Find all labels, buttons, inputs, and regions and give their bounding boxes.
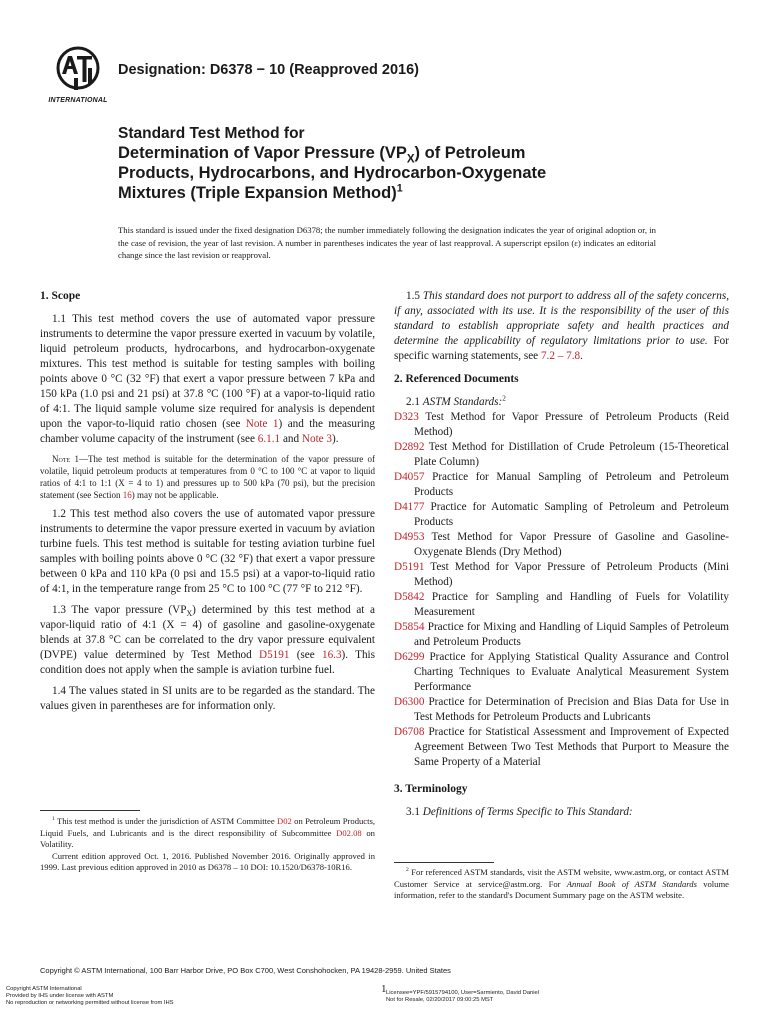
- reference-item: D4177 Practice for Automatic Sampling of Petroleum and Petroleum Products: [394, 501, 730, 528]
- footnote-divider-right: [394, 862, 494, 863]
- reference-code-link[interactable]: D5854: [394, 621, 425, 633]
- license-right-line-1: Licensee=YPF/5915794100, User=Sarmiento, David Daniel: [386, 990, 540, 996]
- logo-label: INTERNATIONAL: [48, 97, 108, 104]
- terminology-heading: 3. Terminology: [394, 783, 468, 795]
- d5191-link[interactable]: D5191: [258, 649, 290, 661]
- reference-code-link[interactable]: D4177: [394, 501, 425, 513]
- license-left-line-2: Provided by IHS under license with ASTM: [6, 993, 114, 999]
- section-16-3-link[interactable]: 16.3: [321, 649, 342, 661]
- reference-item: D5191 Test Method for Vapor Pressure of Petroleum Products (Mini Method): [394, 561, 729, 588]
- reference-code-link[interactable]: D5191: [394, 561, 425, 573]
- section-7-2-link[interactable]: 7.2 – 7.8: [540, 350, 581, 362]
- scope-heading: 1. Scope: [40, 290, 81, 302]
- reference-item: D6300 Practice for Determination of Precision and Bias Data for Use in Test Methods for Petroleum Products and Lubricants: [394, 696, 730, 723]
- paragraph-1-2: 1.2 This test method also covers the use of automated vapor pressure instruments to determine the vapor pressure exerted in vacuum by aviation turbine fuels. This test method is suitable for testing aviation turbine fuel samples with boiling points above 0 °C (32 °F) that exert a vapor pressure between 0 kPa and 110 kPa (0 psi and 15.5 psi) at a vapor-to-liquid ratio of 4:1, in the temperature range from 25 °C to 100 °C (77 °F to 212 °F).: [40, 508, 375, 595]
- reference-code-link[interactable]: D5842: [394, 591, 425, 603]
- reference-item: D6708 Practice for Statistical Assessment and Improvement of Expected Agreement Between Two Test Methods that Purport to Measure the Same Property of a Material: [394, 726, 730, 768]
- license-right-line-2: Not for Resale, 02/20/2017 09:00:25 MST: [386, 997, 494, 1003]
- astm-standards-subheading: 2.1 ASTM Standards:$^2$: [406, 394, 506, 408]
- subcommittee-d02-08-link[interactable]: D02.08: [336, 827, 362, 838]
- footnote-1-text: $^1$ This test method is under the jurisdiction of ASTM Committee D02 on Petroleum Products, Liquid Fuels, and Lubricants and is the direct responsibility of Subcommittee D02.08 on Volatility.: [40, 816, 375, 849]
- committee-d02-link[interactable]: D02: [277, 816, 292, 826]
- reference-code-link[interactable]: D323: [394, 411, 419, 423]
- footnote-divider-left: [40, 810, 140, 811]
- reference-code-link[interactable]: D6300: [394, 696, 425, 708]
- paragraph-1-5: 1.5 This standard does not purport to address all of the safety concerns, if any, associated with its use. It is the responsibility of the user of this standard to establish appropriate safety and health practices and determine the applicability of regulatory limitations prior to use. For specific warning statements, see 7.2 – 7.8.: [394, 290, 730, 362]
- note-1-link[interactable]: Note 1: [245, 418, 279, 430]
- section-6-1-1-link[interactable]: 6.1.1: [257, 433, 281, 445]
- reference-item: D5842 Practice for Sampling and Handling of Fuels for Volatility Measurement: [394, 591, 729, 618]
- reference-item: D6299 Practice for Applying Statistical Quality Assurance and Control Charting Techniques to Evaluate Analytical Measurement System Performance: [394, 651, 730, 693]
- paragraph-1-3: 1.3 The vapor pressure $(VP_X)$ determined by this test method at a vapor-liquid ratio of 4:1 (X = 4) of gasoline and gasoline-oxygenate blends at 37.8 °C can be correlated to the dry vapor pressure equivalent (DVPE) value determined by Test Method D5191 (see 16.3). This condition does not apply when the sample is aviation turbine fuel.: [40, 604, 376, 676]
- reference-code-link[interactable]: D6708: [394, 726, 425, 738]
- intro-paragraph: This standard is issued under the fixed designation D6378; the number immediately following the designation indicates the year of original adoption or, in the case of revision, the year of last revision. A number in parentheses indicates the year of last reapproval. A superscript epsilon (ε) indicates an editorial change since the last revision or reapproval.: [118, 225, 656, 261]
- reference-item: D323 Test Method for Vapor Pressure of Petroleum Products (Reid Method): [394, 411, 729, 438]
- note-1: Note 1—The test method is suitable for the determination of the vapor pressure of volatile, liquid petroleum products at temperatures from 0 °C to 100 °C at vapor to liquid ratios of 4:1 to 1:1 (X = 4 to 1) and pressures up to 500 kPa (70 psi), but the precision statement (see Section 16) may not be applicable.: [40, 454, 375, 500]
- license-left-line-1: Copyright ASTM International: [6, 986, 82, 992]
- title-line-1: Standard Test Method for: [118, 125, 305, 142]
- reference-item: D4953 Test Method for Vapor Pressure of Gasoline and Gasoline-Oxygenate Blends (Dry Method): [394, 531, 729, 558]
- reference-code-link[interactable]: D6299: [394, 651, 425, 663]
- footnote-2: [394, 867, 729, 902]
- footnote-1-edition: Current edition approved Oct. 1, 2016. Published November 2016. Originally approved in 1999. Last previous edition approved in 2010 as D6378 – 10 DOI: 10.1520/D6378-10R16.: [40, 850, 375, 872]
- left-column: [40, 289, 375, 720]
- reference-item: D2892 Test Method for Distillation of Crude Petroleum (15-Theoretical Plate Column): [394, 441, 729, 468]
- reference-code-link[interactable]: D4057: [394, 471, 425, 483]
- reference-item: D4057 Practice for Manual Sampling of Petroleum and Petroleum Products: [394, 471, 730, 498]
- footnote-2-text: $^2$ For referenced ASTM standards, visit the ASTM website, www.astm.org, or contact ASTM Customer Service at service@astm.org. For Annual Book of ASTM Standards volume information, refer to the standard's Document Summary page on the ASTM website.: [394, 867, 729, 900]
- title-line-2: Determination of Vapor Pressure $(VP_X)$ of Petroleum: [118, 144, 526, 166]
- section-16-link[interactable]: 16: [122, 490, 132, 500]
- reference-list: [394, 410, 729, 770]
- license-right: [386, 990, 539, 1004]
- license-left: [6, 986, 174, 1007]
- reference-code-link[interactable]: D2892: [394, 441, 425, 453]
- astm-logo: [44, 44, 112, 108]
- paragraph-1-1: 1.1 This test method covers the use of automated vapor pressure instruments to determine the vapor pressure exerted in vacuum by volatile, liquid petroleum products, hydrocarbons, and hydrocarbon-oxygenate mixtures. This test method is suitable for testing samples with boiling points above 0 °C (32 °F) that exert a vapor pressure between 7 kPa and 150 kPa (1.0 psi and 21 psi) at 37.8 °C (100 °F) at a vapor-to-liquid ratio of 4:1. The liquid sample volume size required for analysis is dependent upon the vapor-to-liquid ratio chosen (see Note 1) and the measuring chamber volume capacity of the instrument (see 6.1.1 and Note 3).: [40, 313, 375, 445]
- document-title: [118, 124, 678, 203]
- note-3-link[interactable]: Note 3: [301, 433, 333, 445]
- page-number: 1: [381, 983, 387, 995]
- references-heading: 2. Referenced Documents: [394, 373, 519, 385]
- designation: Designation: D6378 − 10 (Reapproved 2016): [118, 62, 419, 78]
- right-column: [394, 289, 729, 826]
- copyright-line: Copyright © ASTM International, 100 Barr Harbor Drive, PO Box C700, West Conshohocken, PA 19428-2959. United States: [40, 966, 451, 975]
- title-line-4: Mixtures (Triple Expansion Method)$^1$: [118, 182, 403, 202]
- footnote-1: [40, 816, 375, 874]
- paragraph-1-4: 1.4 The values stated in SI units are to be regarded as the standard. The values given in parentheses are for information only.: [40, 685, 375, 712]
- terminology-subheading: 3.1 Definitions of Terms Specific to This Standard:: [406, 806, 633, 818]
- reference-code-link[interactable]: D4953: [394, 531, 425, 543]
- license-left-line-3: No reproduction or networking permitted without license from IHS: [6, 1000, 174, 1006]
- reference-item: D5854 Practice for Mixing and Handling of Liquid Samples of Petroleum and Petroleum Products: [394, 621, 730, 648]
- title-line-3: Products, Hydrocarbons, and Hydrocarbon-Oxygenate: [118, 164, 547, 182]
